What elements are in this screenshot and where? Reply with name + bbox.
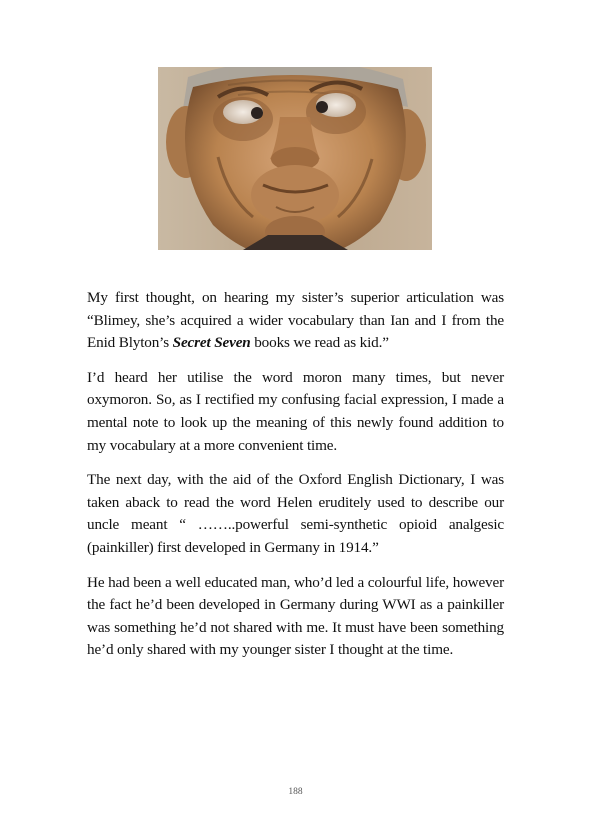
paragraph-1-text-end: books we read as kid.” (250, 334, 389, 352)
page-number: 188 (288, 787, 303, 797)
paragraph-4: He had been a well educated man, who’d led a colourful life, however the fact he’d been developed in Germany during WWI as a painkiller was something he’d not shared with me. It must have been something he’d only shared with my younger sister I thought at the time. (87, 573, 504, 659)
book-title: Secret Seven (172, 334, 251, 352)
paragraph-1-text-start: My first thought, on hearing my sister’s superior articulation was “Blimey, she’s acquired a wider vocabulary than Ian and I from the Enid Blyton’s (87, 289, 504, 352)
paragraph-3: The next day, with the aid of the Oxford English Dictionary, I was taken aback to read the word Helen eruditely used to describe our uncle meant “ ……..powerful semi-synthetic opioid analgesic (painkiller) first developed in Germany in 1914.” (87, 471, 504, 556)
body-text (87, 287, 504, 674)
paragraph-2: I’d heard her utilise the word moron many times, but never oxymoron. So, as I rectified my confusing facial expression, I made a mental note to look up the meaning of this newly found addition to my vocabulary at a more convenient time. (87, 368, 504, 454)
portrait-photo (158, 67, 432, 250)
face-illustration (158, 67, 432, 250)
paragraph-1 (87, 287, 504, 355)
